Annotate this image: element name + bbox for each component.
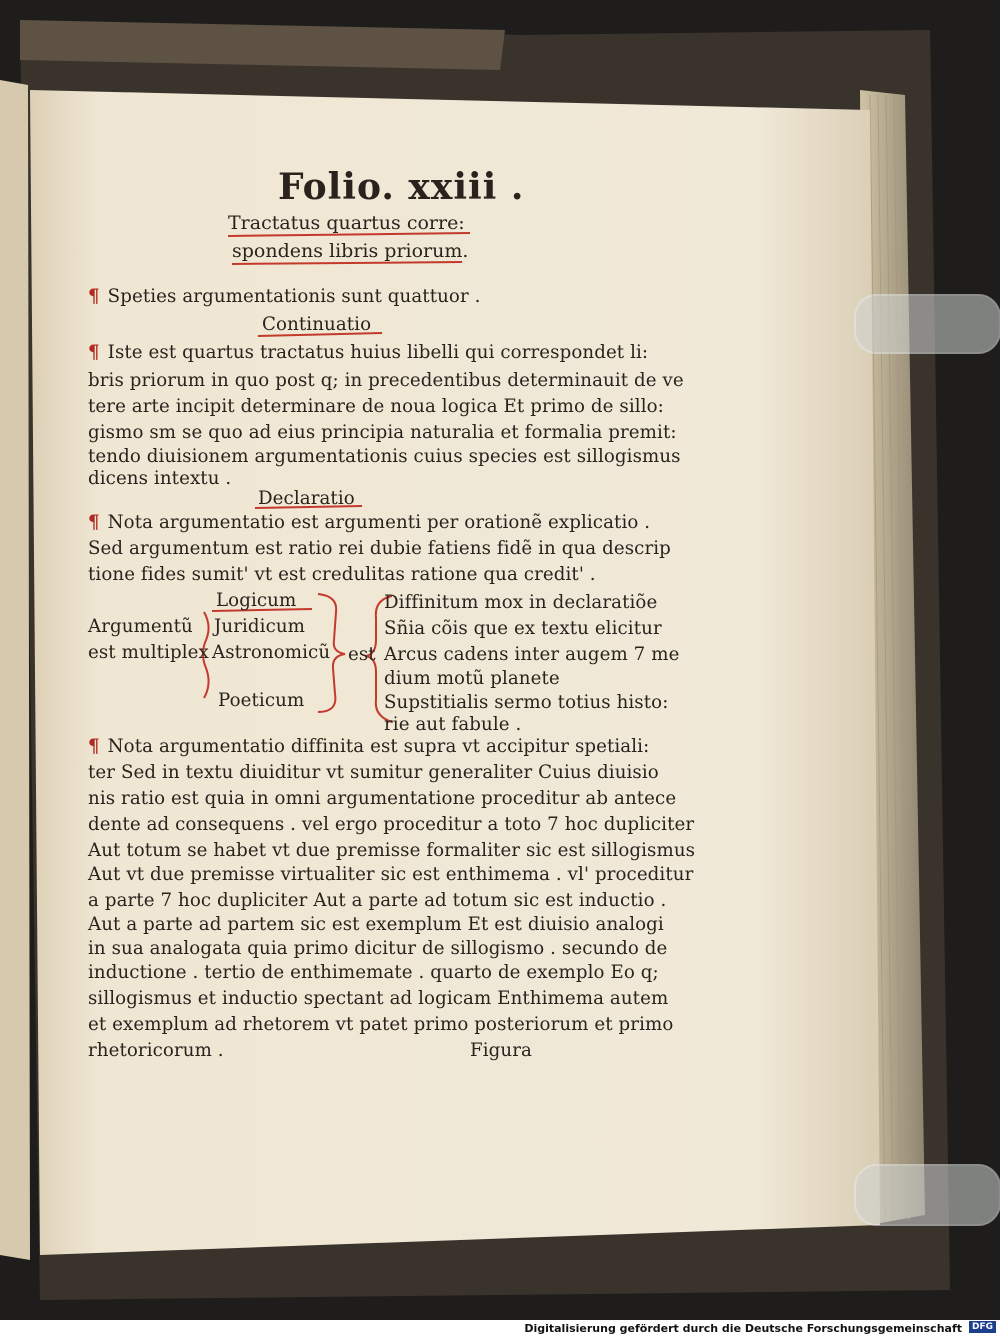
paragraph-mark-icon: ¶ xyxy=(88,736,100,757)
declaratio-line: ¶ Nota argumentatio est argumenti per orationẽ explicatio . xyxy=(88,512,651,533)
subheading-line-2: spondens libris priorum. xyxy=(232,240,469,262)
nota-line: et exemplum ad rhetorem vt patet primo posteriorum et primo xyxy=(88,1014,674,1035)
diagram-definition: Sñia cõis que ex textu elicitur xyxy=(384,618,662,639)
continuatio-line: tere arte incipit determinare de noua logica Et primo de sillo: xyxy=(88,396,664,417)
continuatio-line: gismo sm se quo ad eius principia naturalia et formalia premit: xyxy=(88,422,677,443)
continuatio-line: ¶ Iste est quartus tractatus huius libelli qui correspondet li: xyxy=(88,342,649,363)
dfg-logo: DFG xyxy=(969,1321,996,1333)
nota-line: ¶ Nota argumentatio diffinita est supra vt accipitur spetiali: xyxy=(88,736,650,757)
paragraph-mark-icon: ¶ xyxy=(88,342,100,363)
nota-line: sillogismus et inductio spectant ad logicam Enthimema autem xyxy=(88,988,669,1009)
paragraph-mark-icon: ¶ xyxy=(88,286,100,307)
diagram-item: Poeticum xyxy=(218,690,305,711)
digitization-footer xyxy=(0,1320,1000,1337)
nota-line: rhetoricorum . xyxy=(88,1040,224,1061)
subheading-line-1: Tractatus quartus corre: xyxy=(228,212,465,234)
nota-line: ter Sed in textu diuiditur vt sumitur generaliter Cuius diuisio xyxy=(88,762,659,783)
nota-line: nis ratio est quia in omni argumentatione proceditur ab antece xyxy=(88,788,677,809)
diagram-item: Astronomicũ xyxy=(212,642,331,663)
diagram-definition: Diffinitum mox in declaratiõe xyxy=(384,592,658,613)
declaratio-line: tione fides sumit' vt est credulitas ratione qua credit' . xyxy=(88,564,596,585)
section-continuatio: Continuatio xyxy=(262,314,372,335)
diagram-definition: Arcus cadens inter augem 7 me xyxy=(384,644,680,665)
diagram-connector: est xyxy=(348,644,376,665)
nota-line: Aut vt due premisse virtualiter sic est enthimema . vl' proceditur xyxy=(88,864,694,885)
nota-line: inductione . tertio de enthimemate . quarto de exemplo Eo q; xyxy=(88,962,659,983)
diagram-left-label: est multiplex xyxy=(88,642,209,663)
nota-line: Aut a parte ad partem sic est exemplum Et est diuisio analogi xyxy=(88,914,664,935)
catchword: Figura xyxy=(470,1040,532,1061)
nota-line: in sua analogata quia primo dicitur de sillogismo . secundo de xyxy=(88,938,668,959)
diagram-left-label: Argumentũ xyxy=(88,616,193,637)
diagram-definition: Supstitialis sermo totius histo: xyxy=(384,692,669,713)
folio-heading: Folio. xxiii . xyxy=(278,166,525,208)
nota-line: Aut totum se habet vt due premisse formaliter sic est sillogismus xyxy=(88,840,696,861)
paragraph-mark-icon: ¶ xyxy=(88,512,100,533)
nota-line: dente ad consequens . vel ergo proceditur a toto 7 hoc dupliciter xyxy=(88,814,695,835)
diagram-definition: dium motũ planete xyxy=(384,668,560,689)
continuatio-line: tendo diuisionem argumentationis cuius species est sillogismus xyxy=(88,446,681,467)
diagram-item: Juridicum xyxy=(214,616,306,637)
diagram-definition: rie aut fabule . xyxy=(384,714,522,735)
declaratio-line: Sed argumentum est ratio rei dubie fatiens fidẽ in qua descrip xyxy=(88,538,671,559)
section-declaratio: Declaratio xyxy=(258,488,355,509)
nota-line: a parte 7 hoc dupliciter Aut a parte ad totum sic est inductio . xyxy=(88,890,667,911)
continuatio-line: bris priorum in quo post q; in precedentibus determinauit de ve xyxy=(88,370,684,391)
intro-line: ¶ Speties argumentationis sunt quattuor . xyxy=(88,286,481,307)
diagram-item: Logicum xyxy=(216,590,297,611)
continuatio-line: dicens intextu . xyxy=(88,468,232,489)
dfg-credit: Digitalisierung gefördert durch die Deutsche Forschungsgemeinschaft xyxy=(524,1322,962,1335)
